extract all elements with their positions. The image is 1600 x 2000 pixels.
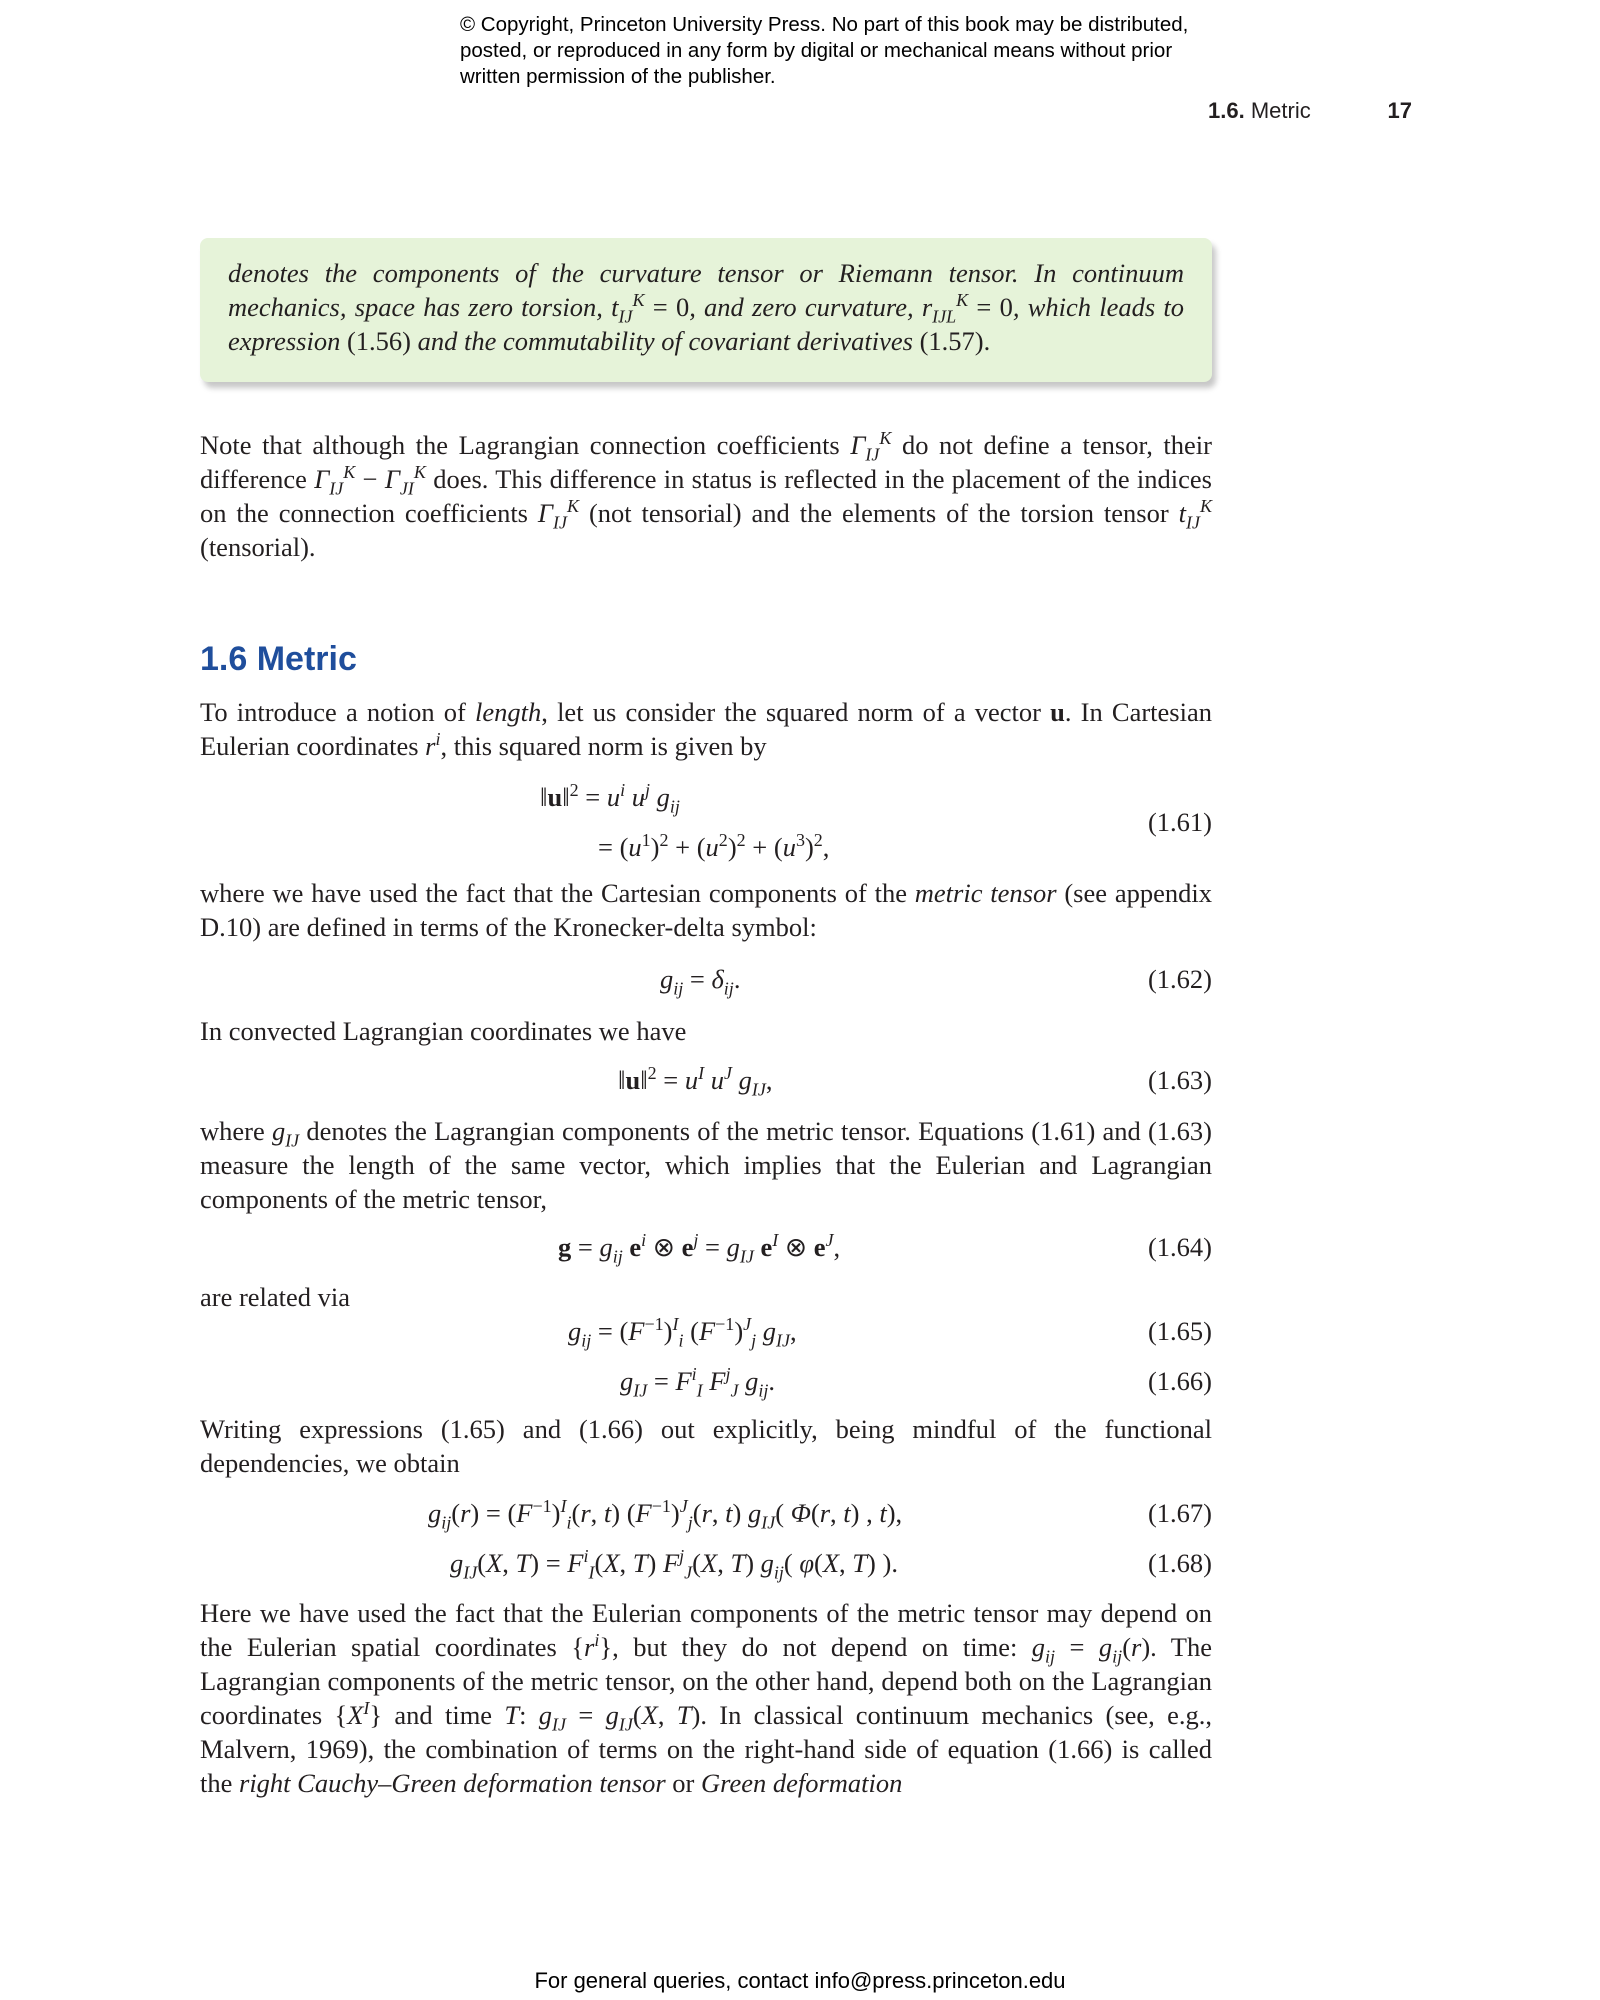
copyright-notice: © Copyright, Princeton University Press. No part of this book may be distributed, posted, or reproduced in any form by digital or mechanical means without prior written permission of the publisher.	[460, 13, 1189, 88]
box-text-2: , and zero curvature,	[689, 292, 922, 322]
equation-1-68: $g_{IJ}(X$, $T) = F^i_I(X$, T) $F^j_J(X$, T) $g_{ij}$( φ(X, T) ).	[450, 1546, 898, 1583]
paragraph-length	[200, 695, 1212, 763]
para2-text-a: To introduce a notion of	[200, 697, 476, 727]
equation-number-1-63: (1.63)	[1147, 1065, 1212, 1095]
math-torsion-tensor: $t_{IJ}^K$	[1178, 496, 1212, 533]
equation-1-61-line2: = $(u^1)^2 + (u^2)^2 + (u^3)^2$,	[598, 830, 830, 862]
equation-1-64: $g = g_{ij}$ $e^i$ ⊗ $e^j = g_{IJ}$ $e^I$ ⊗ $e^J$,	[558, 1230, 841, 1267]
term-right-cauchy-green: right Cauchy–Green deformation tensor	[239, 1768, 666, 1798]
equation-1-63: ‖u‖$^2$ = $u^I$ $u^J$ $g_{IJ}$,	[618, 1063, 773, 1100]
section-number: 1.6	[200, 640, 248, 678]
para8-text-c: . The Lagrangian components of the metric tensor, on the other hand, depend both on the Lagrangian coordinates	[200, 1632, 1212, 1730]
para5-text-a: where	[200, 1116, 272, 1146]
paragraph-metric-tensor	[200, 876, 1212, 944]
math-g-IJ-of-XT: $g_{IJ} = g_{IJ}(X$, T)	[538, 1700, 701, 1735]
para8-text-a: Here we have used the fact that the Eulerian components of the metric tensor may depend on the Eulerian spatial coordinates	[200, 1598, 1212, 1662]
section-title: Metric	[256, 640, 357, 678]
paragraph-writing-expressions: Writing expressions (1.65) and (1.66) out explicitly, being mindful of the functional dependencies, we obtain	[200, 1414, 1212, 1478]
para8-text-b: , but they do not depend on time:	[612, 1632, 1032, 1662]
paragraph-related-via: are related via	[200, 1282, 351, 1312]
box-ref-1: (1.56)	[346, 326, 412, 356]
equation-1-66: $g_{IJ} = F^i_I$ $F^j_J$ $g_{ij}$.	[620, 1364, 775, 1401]
equation-number-1-65: (1.65)	[1147, 1316, 1212, 1346]
equation-number-1-62: (1.62)	[1147, 964, 1212, 994]
term-metric-tensor: metric tensor	[914, 878, 1057, 908]
math-torsion-zero: $t_{IJ}^K = 0$	[611, 290, 690, 327]
equation-1-67: $g_{ij}(r) = (F^{-1})^I_i(r$, t) $(F^{-1})^J_j(r$, t) $g_{IJ}$( Φ(r, t) , t),	[428, 1496, 903, 1533]
theorem-text	[228, 256, 1184, 358]
para1-text-a: Note that although the Lagrangian connection coefficients	[200, 430, 851, 460]
box-text-3: , which leads to expression	[228, 292, 1184, 356]
para2-text-b: , let us consider the squared norm of a vector	[541, 697, 1051, 727]
math-set-X-I: $\{X^I\}$	[334, 1698, 383, 1730]
para3-text-a: where we have used the fact that the Cartesian components of the	[200, 878, 915, 908]
term-length: length	[475, 697, 542, 727]
paragraph-lagrangian-components	[200, 1114, 1212, 1216]
math-gamma-difference: $\Gamma_{IJ}^K - \Gamma_{JI}^K$	[314, 462, 426, 499]
para5-text-b: denotes the Lagrangian components of the metric tensor. Equations (1.61) and (1.63) measure the length of the same vector, which implies that the Eulerian and Lagrangian components of the metric tensor,	[200, 1116, 1212, 1214]
para8-text-g: or	[665, 1768, 701, 1798]
math-gamma-ij-k: $\Gamma_{IJ}^K$	[850, 428, 892, 465]
para1-text-c: does. This difference in status is reflected in the placement of the indices on the connection coefficients	[200, 464, 1212, 528]
paragraph-convected: In convected Lagrangian coordinates we have	[200, 1016, 687, 1046]
footer-contact: For general queries, contact info@press.princeton.edu	[534, 1968, 1066, 1993]
math-T: T	[504, 1700, 520, 1730]
para8-text-e: . In classical continuum mechanics (see, e.g., Malvern, 1969), the combination of terms on the right-hand side of equation (1.66) is called the	[200, 1700, 1212, 1798]
paragraph-connection-coefficients	[200, 428, 1212, 564]
math-g-IJ: $g_{IJ}$	[271, 1116, 300, 1151]
equation-1-62: $g_{ij} = \delta_{ij}$.	[660, 964, 741, 999]
para3-text-b: (see appendix D.10) are defined in terms of the Kronecker-delta symbol:	[200, 878, 1212, 942]
equation-number-1-66: (1.66)	[1147, 1366, 1212, 1396]
para8-text-d: and time	[382, 1700, 505, 1730]
colon: :	[519, 1700, 539, 1730]
page-number: 17	[1387, 98, 1412, 123]
theorem-box	[200, 238, 1212, 382]
box-ref-2: (1.57)	[919, 326, 984, 356]
paragraph-eulerian-components	[200, 1596, 1212, 1800]
equation-1-65: $g_{ij} = (F^{-1})^I_i$ $(F^{-1})^J_j$ $g_{IJ}$,	[568, 1314, 797, 1351]
box-period: .	[983, 326, 991, 356]
para1-text-b: do not define a tensor, their difference	[200, 430, 1212, 494]
term-green-deformation: Green deformation	[700, 1768, 903, 1798]
box-text-4: and the commutability of covariant derivatives	[411, 326, 920, 356]
running-head-section-title: Metric	[1250, 98, 1311, 123]
equation-1-61-line1: ‖u‖$^2$ = $u^i$ $u^j$ $g_{ij}$	[540, 780, 680, 817]
math-gamma-ij-k-2: $\Gamma_{IJ}^K$	[537, 496, 580, 533]
equation-number-1-61: (1.61)	[1147, 807, 1212, 837]
running-head-section-number: 1.6.	[1208, 98, 1245, 123]
para2-text-c: . In Cartesian Eulerian coordinates	[200, 697, 1212, 761]
para1-text-e: (tensorial).	[200, 532, 316, 562]
para1-text-d: (not tensorial) and the elements of the torsion tensor	[579, 498, 1179, 528]
section-heading	[200, 640, 357, 679]
equation-number-1-64: (1.64)	[1147, 1232, 1212, 1262]
para2-text-d: , this squared norm is given by	[440, 731, 767, 761]
math-vector-u: u	[1050, 697, 1065, 727]
equation-number-1-67: (1.67)	[1147, 1498, 1212, 1528]
math-curvature-zero: $r_{IJL}^K = 0$	[921, 290, 1013, 327]
equation-number-1-68: (1.68)	[1147, 1548, 1212, 1578]
math-r-i: $r^i$	[425, 729, 441, 761]
running-head	[1100, 98, 1412, 128]
math-set-r-i: $\{r^i\}$	[571, 1630, 613, 1662]
box-text-1: denotes the components of the curvature tensor or Riemann tensor. In continuum mechanics, space has zero torsion,	[228, 258, 1184, 322]
math-g-ij-of-r: $g_{ij} = g_{ij}(r)$	[1031, 1632, 1151, 1667]
